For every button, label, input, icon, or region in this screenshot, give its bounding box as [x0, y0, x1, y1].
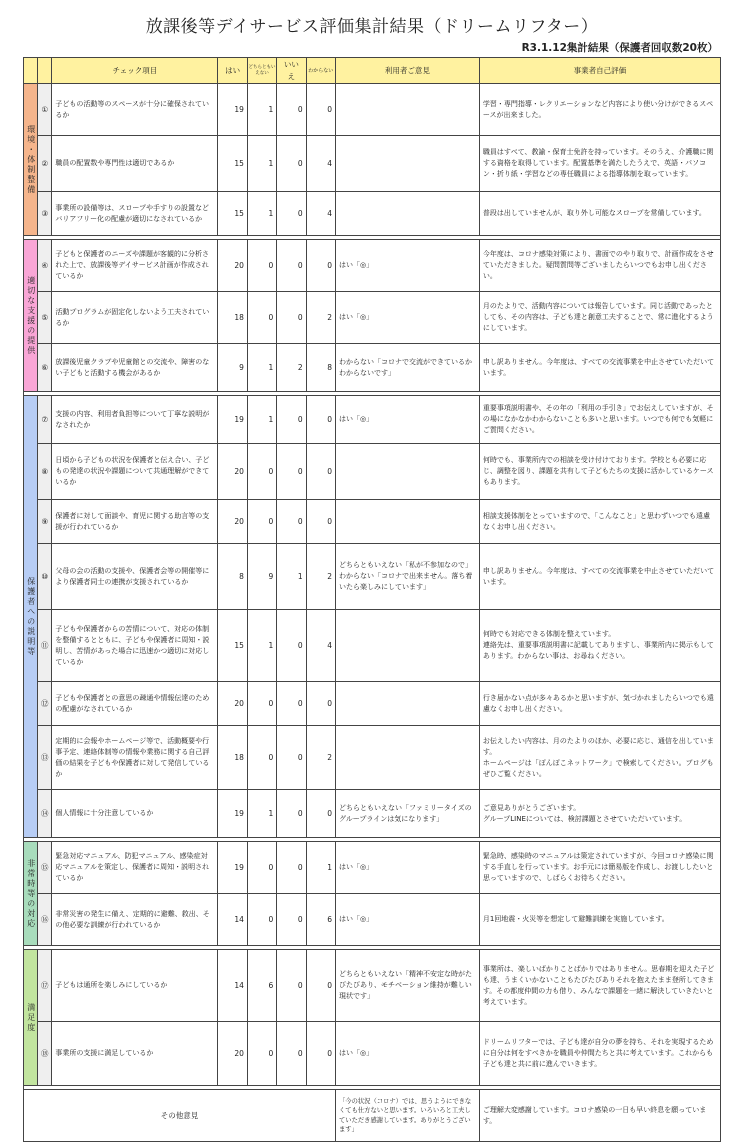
- other-opinions-label: その他意見: [24, 1090, 336, 1142]
- category-sat: 満足度: [24, 950, 38, 1086]
- row-number: ⑧: [38, 444, 52, 500]
- check-item-text: 子どもや保護者からの苦情について、対応の体制を整備するとともに、子どもや保護者に周知・説明し、苦情があった場合に迅速かつ適切に対応しているか: [52, 610, 218, 682]
- category-emerg: 非常時等の対応: [24, 842, 38, 946]
- row-number: ⑱: [38, 1022, 52, 1086]
- table-row: [24, 292, 721, 344]
- count-no: 2: [277, 344, 306, 392]
- self-evaluation: 緊急時、感染時のマニュアルは策定されていますが、今回コロナ感染に関する手直しを行っています。お手元には簡易版を作成し、お渡ししたいと思っていますので、しばらくお待ちください。: [479, 842, 720, 894]
- page-title: 放課後等デイサービス評価集計結果（ドリームリフター）: [145, 17, 599, 37]
- count-yes: 15: [218, 192, 247, 236]
- user-opinion: はい「◎」: [335, 894, 479, 946]
- category-env: 環境・体制整備: [24, 84, 38, 236]
- row-number: ②: [38, 136, 52, 192]
- count-yes: 9: [218, 344, 247, 392]
- row-number: ①: [38, 84, 52, 136]
- count-no: 0: [277, 682, 306, 726]
- count-unknown: 4: [306, 610, 335, 682]
- check-item-text: 父母の会の活動の支援や、保護者会等の開催等により保護者同士の連携が支援されているか: [52, 544, 218, 610]
- other-user-opinion: 「今の状況（コロナ）では、思うようにできなくても仕方ないと思います。いろいろと工夫していただき感謝しています。ありがとうございます」: [335, 1090, 479, 1142]
- table-row: [24, 136, 721, 192]
- count-neither: 1: [247, 396, 276, 444]
- row-number: ③: [38, 192, 52, 236]
- table-row: [24, 240, 721, 292]
- count-no: 0: [277, 444, 306, 500]
- count-unknown: 4: [306, 192, 335, 236]
- count-yes: 14: [218, 894, 247, 946]
- count-unknown: 2: [306, 292, 335, 344]
- table-row: [24, 396, 721, 444]
- table-row: [24, 842, 721, 894]
- self-evaluation: 何時でも、事業所内での相談を受け付けております。学校とも必要に応じ、調整を図り、課題を共有して子どもたちの支援に活かしているケースもあります。: [479, 444, 720, 500]
- user-opinion: はい「◎」: [335, 240, 479, 292]
- count-yes: 19: [218, 396, 247, 444]
- count-neither: 0: [247, 726, 276, 790]
- check-item-text: 子どもの活動等のスペースが十分に確保されているか: [52, 84, 218, 136]
- row-number: ⑫: [38, 682, 52, 726]
- count-no: 0: [277, 136, 306, 192]
- count-neither: 0: [247, 1022, 276, 1086]
- table-row: [24, 344, 721, 392]
- table-row: [24, 610, 721, 682]
- count-neither: 0: [247, 894, 276, 946]
- count-yes: 15: [218, 136, 247, 192]
- count-unknown: 2: [306, 544, 335, 610]
- row-number: ⑯: [38, 894, 52, 946]
- count-unknown: 0: [306, 240, 335, 292]
- count-yes: 14: [218, 950, 247, 1022]
- table-row: [24, 84, 721, 136]
- count-no: 0: [277, 240, 306, 292]
- count-neither: 1: [247, 344, 276, 392]
- row-number: ⑬: [38, 726, 52, 790]
- check-item-text: 事業所の支援に満足しているか: [52, 1022, 218, 1086]
- other-self-evaluation: ご理解大変感謝しています。コロナ感染の一日も早い終息を願っています。: [479, 1090, 720, 1142]
- count-unknown: 1: [306, 842, 335, 894]
- count-unknown: 0: [306, 950, 335, 1022]
- row-number: ⑭: [38, 790, 52, 838]
- check-item-text: 保護者に対して面談や、育児に関する助言等の支援が行われているか: [52, 500, 218, 544]
- user-opinion: [335, 726, 479, 790]
- check-item-text: 日頃から子どもの状況を保護者と伝え合い、子どもの発達の状況や課題について共通理解ができているか: [52, 444, 218, 500]
- count-yes: 19: [218, 84, 247, 136]
- row-number: ⑦: [38, 396, 52, 444]
- evaluation-table: [23, 57, 721, 1142]
- table-row: [24, 192, 721, 236]
- row-number: ⑨: [38, 500, 52, 544]
- count-no: 1: [277, 544, 306, 610]
- count-unknown: 0: [306, 790, 335, 838]
- count-yes: 20: [218, 444, 247, 500]
- table-row: [24, 500, 721, 544]
- user-opinion: はい「◎」: [335, 396, 479, 444]
- count-unknown: 8: [306, 344, 335, 392]
- check-item-text: 子どもと保護者のニーズや課題が客観的に分析された上で、放課後等デイサービス計画が作成されているか: [52, 240, 218, 292]
- check-item-text: 子どもは通所を楽しみにしているか: [52, 950, 218, 1022]
- count-unknown: 0: [306, 444, 335, 500]
- header-blank: [24, 58, 38, 84]
- user-opinion: はい「◎」: [335, 842, 479, 894]
- count-no: 0: [277, 790, 306, 838]
- row-number: ⑮: [38, 842, 52, 894]
- count-unknown: 6: [306, 894, 335, 946]
- self-evaluation: 職員はすべて、教諭・保育士免許を持っています。そのうえ、介護職に関する資格を取得しています。配置基準を満たしたうえで、英語・パソコン・折り紙・学習などの専任職員による指導体制を取っています。: [479, 136, 720, 192]
- count-neither: 0: [247, 444, 276, 500]
- user-opinion: [335, 444, 479, 500]
- user-opinion: わからない「コロナで交流ができているかわからないです」: [335, 344, 479, 392]
- count-yes: 15: [218, 610, 247, 682]
- count-no: 0: [277, 610, 306, 682]
- header-unknown: わからない: [306, 58, 335, 84]
- check-item-text: 支援の内容、利用者負担等について丁寧な説明がなされたか: [52, 396, 218, 444]
- count-yes: 20: [218, 240, 247, 292]
- row-number: ⑪: [38, 610, 52, 682]
- header-self-evaluation: 事業者自己評価: [479, 58, 720, 84]
- table-row: [24, 894, 721, 946]
- table-row: [24, 444, 721, 500]
- table-row: [24, 790, 721, 838]
- user-opinion: [335, 682, 479, 726]
- count-neither: 1: [247, 136, 276, 192]
- count-unknown: 4: [306, 136, 335, 192]
- self-evaluation: 普段は出していませんが、取り外し可能なスロープを常備しています。: [479, 192, 720, 236]
- header-opinion: 利用者ご意見: [335, 58, 479, 84]
- count-yes: 20: [218, 500, 247, 544]
- count-no: 0: [277, 84, 306, 136]
- self-evaluation: 行き届かない点が多々あるかと思いますが、気づかれましたらいつでも遠慮なくお申し出ください。: [479, 682, 720, 726]
- user-opinion: [335, 192, 479, 236]
- check-item-text: 非常災害の発生に備え、定期的に避難、救出、その他必要な訓練が行われているか: [52, 894, 218, 946]
- count-no: 0: [277, 1022, 306, 1086]
- count-no: 0: [277, 894, 306, 946]
- count-neither: 0: [247, 500, 276, 544]
- row-number: ⑰: [38, 950, 52, 1022]
- table-row: [24, 544, 721, 610]
- self-evaluation: 重要事項説明書や、その年の「利用の手引き」でお伝えしていますが、その場になかなかわからないことも多いと思います。いつでも何でも気軽にご質問ください。: [479, 396, 720, 444]
- category-plan: 適切な支援の提供: [24, 240, 38, 392]
- header-yes: はい: [218, 58, 247, 84]
- count-no: 0: [277, 292, 306, 344]
- user-opinion: どちらともいえない「精神不安定な時がたびたびあり、モチベーション維持が難しい現状です」: [335, 950, 479, 1022]
- header-row: [24, 58, 721, 84]
- table-row: [24, 1022, 721, 1086]
- count-no: 0: [277, 842, 306, 894]
- self-evaluation: 申し訳ありません。今年度は、すべての交流事業を中止させていただいています。: [479, 544, 720, 610]
- user-opinion: はい「◎」: [335, 292, 479, 344]
- count-neither: 1: [247, 790, 276, 838]
- count-no: 0: [277, 726, 306, 790]
- count-neither: 0: [247, 292, 276, 344]
- user-opinion: はい「◎」: [335, 1022, 479, 1086]
- self-evaluation: 月1回地震・火災等を想定して避難訓練を実施しています。: [479, 894, 720, 946]
- count-neither: 0: [247, 240, 276, 292]
- count-no: 0: [277, 192, 306, 236]
- other-opinions-row: [24, 1090, 721, 1142]
- count-neither: 9: [247, 544, 276, 610]
- self-evaluation: 学習・専門指導・レクリエーションなど内容により使い分けができるスペースが出来ました。: [479, 84, 720, 136]
- count-yes: 18: [218, 292, 247, 344]
- row-number: ⑤: [38, 292, 52, 344]
- row-number: ④: [38, 240, 52, 292]
- count-neither: 1: [247, 192, 276, 236]
- header-blank: [38, 58, 52, 84]
- count-unknown: 0: [306, 396, 335, 444]
- self-evaluation: 事業所は、楽しいばかりことばかりではありません。思春期を迎えた子ども達、うまくいかないこともたびたびありそれを抱えたまま登所してきます。その都度仲間の力も借り、みんなで課題を一緒に解決していきたいと考えています。: [479, 950, 720, 1022]
- check-item-text: 活動プログラムが固定化しないよう工夫されているか: [52, 292, 218, 344]
- header-neither: どちらともいえない: [247, 58, 276, 84]
- count-yes: 18: [218, 726, 247, 790]
- check-item-text: 事業所の設備等は、スロープや手すりの設置などバリアフリー化の配慮が適切になされているか: [52, 192, 218, 236]
- self-evaluation: 相談支援体制をとっていますので、「こんなこと」と思わずいつでも遠慮なくお申し出ください。: [479, 500, 720, 544]
- count-neither: 6: [247, 950, 276, 1022]
- count-neither: 0: [247, 682, 276, 726]
- check-item-text: 子どもや保護者との意思の疎通や情報伝達のための配慮がなされているか: [52, 682, 218, 726]
- row-number: ⑥: [38, 344, 52, 392]
- count-neither: 1: [247, 610, 276, 682]
- category-guard: 保護者への説明等: [24, 396, 38, 838]
- user-opinion: [335, 136, 479, 192]
- count-yes: 20: [218, 1022, 247, 1086]
- self-evaluation: 何時でも対応できる体制を整えています。 連絡先は、重要事項説明書に記載してありますし、事業所内に掲示もしてあります。わからない事は、お尋ねください。: [479, 610, 720, 682]
- check-item-text: 職員の配置数や専門性は適切であるか: [52, 136, 218, 192]
- check-item-text: 放課後児童クラブや児童館との交流や、障害のない子どもと活動する機会があるか: [52, 344, 218, 392]
- count-no: 0: [277, 950, 306, 1022]
- check-item-text: 個人情報に十分注意しているか: [52, 790, 218, 838]
- check-item-text: 定期的に会報やホームページ等で、活動概要や行事予定、連絡体制等の情報や業務に関する自己評価の結果を子どもや保護者に対して発信しているか: [52, 726, 218, 790]
- check-item-text: 緊急対応マニュアル、防犯マニュアル、感染症対応マニュアルを策定し、保護者に周知・説明されているか: [52, 842, 218, 894]
- header-no: いいえ: [277, 58, 306, 84]
- count-unknown: 0: [306, 682, 335, 726]
- count-no: 0: [277, 396, 306, 444]
- user-opinion: どちらともいえない「私が不参加なので」 わからない「コロナで出来ません。落ち着いたら楽しみにしています」: [335, 544, 479, 610]
- page-subtitle: R3.1.12集計結果（保護者回収数20枚）: [521, 42, 718, 54]
- table-body: [24, 84, 721, 1142]
- user-opinion: [335, 610, 479, 682]
- user-opinion: [335, 84, 479, 136]
- user-opinion: [335, 500, 479, 544]
- self-evaluation: 今年度は、コロナ感染対策により、書面でのやり取りで、計画作成をさせていただきました。疑問質問等ございましたらいつでもお申し出ください。: [479, 240, 720, 292]
- count-unknown: 0: [306, 1022, 335, 1086]
- count-unknown: 0: [306, 84, 335, 136]
- header-check-item: チェック項目: [52, 58, 218, 84]
- table-row: [24, 950, 721, 1022]
- count-neither: 1: [247, 84, 276, 136]
- self-evaluation: 申し訳ありません。今年度は、すべての交流事業を中止させていただいています。: [479, 344, 720, 392]
- table-row: [24, 682, 721, 726]
- count-neither: 0: [247, 842, 276, 894]
- count-no: 0: [277, 500, 306, 544]
- self-evaluation: ご意見ありがとうございます。 グループLINEについては、検討課題とさせていただいています。: [479, 790, 720, 838]
- count-yes: 19: [218, 790, 247, 838]
- user-opinion: どちらともいえない「ファミリータイズのグループラインは気になります」: [335, 790, 479, 838]
- count-unknown: 0: [306, 500, 335, 544]
- self-evaluation: ドリームリフターでは、子ども達が自分の夢を持ち、それを実現するために自分は何をすべきかを職員や仲間たちと共に考えています。これからも子ども達と共に前に進んでいきます。: [479, 1022, 720, 1086]
- count-unknown: 2: [306, 726, 335, 790]
- self-evaluation: お伝えしたい内容は、月のたよりのほか、必要に応じ、通信を出しています。 ホームページは「ぽんぽこネットワーク」で検索してください。ブログもぜひご覧ください。: [479, 726, 720, 790]
- count-yes: 8: [218, 544, 247, 610]
- table-row: [24, 726, 721, 790]
- count-yes: 20: [218, 682, 247, 726]
- self-evaluation: 月のたよりで、活動内容については報告しています。同じ活動であったとしても、その内容は、子ども達と創意工夫することで、常に進化するようにしています。: [479, 292, 720, 344]
- count-yes: 19: [218, 842, 247, 894]
- row-number: ⑩: [38, 544, 52, 610]
